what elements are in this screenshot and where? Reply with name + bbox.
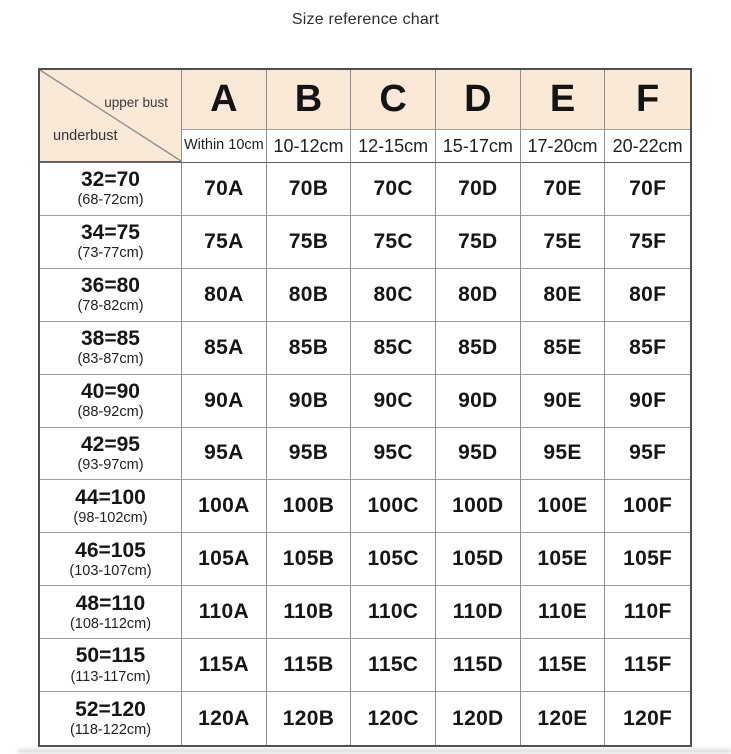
row-range-label: (78-82cm)	[77, 298, 144, 315]
size-cell: 95E	[521, 428, 606, 481]
size-cell: 100C	[351, 480, 436, 533]
row-range-label: (68-72cm)	[77, 192, 144, 209]
row-range-label: (118-122cm)	[69, 721, 152, 738]
size-cell: 95C	[351, 428, 436, 481]
size-cell: 105D	[436, 533, 521, 586]
row-header	[40, 692, 182, 745]
row-range-label: (88-92cm)	[77, 403, 144, 420]
size-cell: 105A	[182, 533, 267, 586]
size-cell: 110A	[182, 586, 267, 639]
size-cell: 80E	[521, 269, 606, 322]
diagonal-divider	[40, 70, 181, 161]
size-cell: 120A	[182, 692, 267, 745]
size-cell: 70A	[182, 163, 267, 216]
size-cell: 85A	[182, 322, 267, 375]
size-cell: 70E	[521, 163, 606, 216]
row-header	[40, 533, 182, 586]
size-cell: 80D	[436, 269, 521, 322]
row-size-label: 42=95	[81, 432, 140, 456]
size-cell: 100E	[521, 480, 606, 533]
row-range-label: (103-107cm)	[69, 562, 152, 579]
size-cell: 115C	[351, 639, 436, 692]
size-cell: 95B	[267, 428, 352, 481]
size-cell: 85C	[351, 322, 436, 375]
size-cell: 120F	[623, 706, 673, 730]
col-header-a: A	[182, 70, 267, 130]
size-cell: 70D	[436, 163, 521, 216]
row-header	[40, 163, 182, 216]
col-subheader-f: 20-22cm	[605, 130, 690, 163]
size-cell: 100B	[267, 480, 352, 533]
size-cell: 70F	[605, 163, 690, 216]
size-cell: 90F	[605, 375, 690, 428]
size-cell: 75C	[351, 216, 436, 269]
size-cell: 120B	[267, 692, 352, 745]
col-subheader-e: 17-20cm	[521, 130, 606, 163]
size-cell: 70C	[351, 163, 436, 216]
col-subheader-c: 12-15cm	[351, 130, 436, 163]
size-cell: 115B	[267, 639, 352, 692]
row-header	[40, 322, 182, 375]
size-cell: 105E	[521, 533, 606, 586]
size-cell: 105C	[351, 533, 436, 586]
size-cell: 80F	[605, 269, 690, 322]
size-cell: 95A	[182, 428, 267, 481]
size-cell: 95D	[436, 428, 521, 481]
row-header	[40, 428, 182, 481]
col-subheader-b: 10-12cm	[267, 130, 352, 163]
page-title: Size reference chart	[291, 11, 440, 28]
row-header	[40, 639, 182, 692]
col-subheader-d: 15-17cm	[436, 130, 521, 163]
size-cell: 80B	[267, 269, 352, 322]
size-cell: 85B	[267, 322, 352, 375]
size-cell: 115A	[182, 639, 267, 692]
row-size-label: 38=85	[81, 327, 140, 351]
row-header	[40, 375, 182, 428]
size-cell: 105F	[605, 533, 690, 586]
row-range-label: (113-117cm)	[70, 668, 151, 685]
size-cell: 100D	[436, 480, 521, 533]
row-header	[40, 586, 182, 639]
size-cell: 120C	[351, 692, 436, 745]
size-cell: 110F	[605, 586, 690, 639]
size-cell: 90D	[436, 375, 521, 428]
col-header-e: E	[521, 70, 606, 130]
row-size-label: 52=120	[75, 697, 146, 721]
row-header	[40, 216, 182, 269]
row-size-label: 40=90	[81, 379, 140, 403]
size-cell: 80C	[351, 269, 436, 322]
next-section-edge	[18, 749, 731, 753]
col-subheader-a: Within 10cm	[182, 130, 267, 163]
size-cell: 85E	[521, 322, 606, 375]
size-cell: 90A	[182, 375, 267, 428]
size-cell: 120E	[521, 692, 606, 745]
row-size-label: 36=80	[81, 274, 140, 298]
row-range-label: (83-87cm)	[77, 351, 144, 368]
row-size-label: 48=110	[75, 591, 146, 615]
corner-underbust-label: underbust	[53, 127, 118, 144]
row-range-label: (98-102cm)	[73, 509, 148, 526]
row-range-label: (73-77cm)	[77, 245, 144, 262]
size-cell: 110E	[521, 586, 606, 639]
size-cell: 110C	[351, 586, 436, 639]
row-size-label: 46=105	[75, 538, 146, 562]
size-cell: 75E	[521, 216, 606, 269]
col-header-f: F	[605, 70, 690, 130]
row-range-label: (108-112cm)	[69, 615, 152, 632]
size-cell: 115F	[605, 639, 690, 692]
size-cell: 90C	[351, 375, 436, 428]
size-cell: 90B	[267, 375, 352, 428]
size-cell: 75D	[436, 216, 521, 269]
size-cell: 110B	[267, 586, 352, 639]
row-size-label: 34=75	[81, 221, 140, 245]
size-cell: 105B	[267, 533, 352, 586]
size-cell: 75B	[267, 216, 352, 269]
corner-upper-bust-label: upper bust	[104, 95, 168, 110]
size-cell: 115D	[436, 639, 521, 692]
size-cell: 85F	[605, 322, 690, 375]
row-header	[40, 269, 182, 322]
col-header-d: D	[436, 70, 521, 130]
col-header-c: C	[351, 70, 436, 130]
row-header	[40, 480, 182, 533]
size-cell: 85D	[436, 322, 521, 375]
size-cell: 115E	[521, 639, 606, 692]
size-reference-table	[38, 68, 692, 747]
size-cell: 70B	[267, 163, 352, 216]
size-cell: 100F	[605, 480, 690, 533]
size-cell: 90E	[521, 375, 606, 428]
row-size-label: 32=70	[81, 168, 140, 192]
corner-header	[40, 70, 182, 163]
size-cell: 100A	[182, 480, 267, 533]
size-cell: 75F	[605, 216, 690, 269]
row-size-label: 50=115	[75, 644, 146, 668]
size-cell: 75A	[182, 216, 267, 269]
row-range-label: (93-97cm)	[77, 456, 144, 473]
size-cell: 95F	[605, 428, 690, 481]
size-cell: 110D	[436, 586, 521, 639]
size-cell: 120D	[436, 692, 521, 745]
row-size-label: 44=100	[75, 485, 146, 509]
col-header-b: B	[267, 70, 352, 130]
size-cell: 80A	[182, 269, 267, 322]
